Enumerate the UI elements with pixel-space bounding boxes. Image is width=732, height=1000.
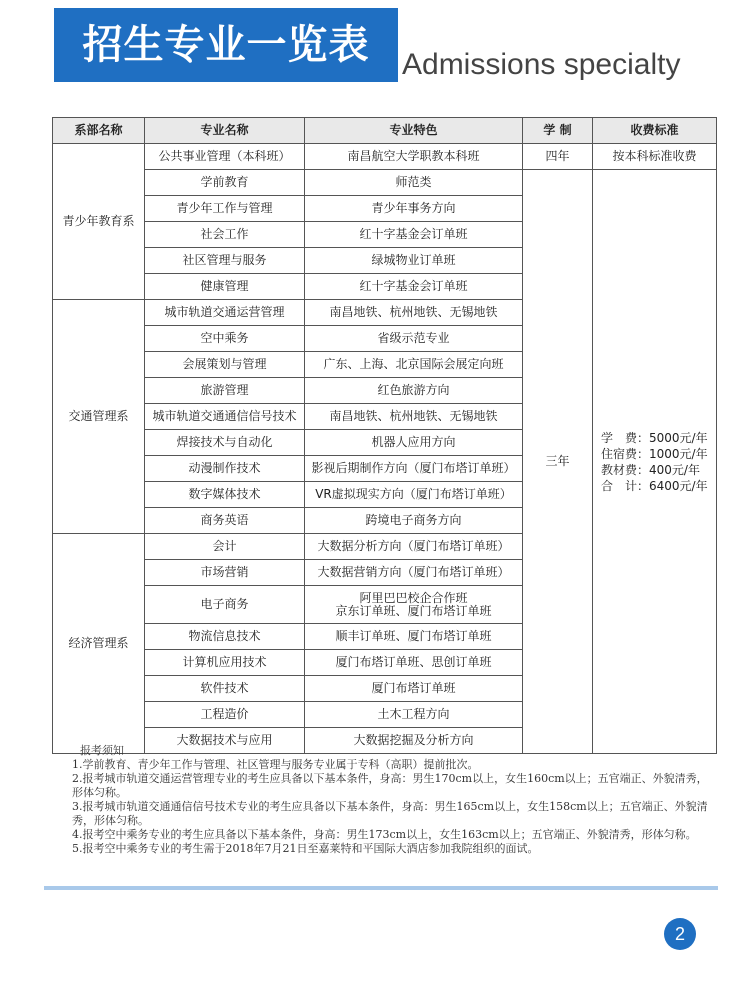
feature-cell: 省级示范专业 [305,326,523,352]
feature-cell: 红色旅游方向 [305,378,523,404]
major-cell: 数字媒体技术 [145,482,305,508]
duration-cell: 三年 [523,170,593,754]
feature-cell: 大数据营销方向（厦门布塔订单班） [305,560,523,586]
table-row [53,170,717,196]
notes-title: 报考须知 [80,744,124,757]
major-cell: 学前教育 [145,170,305,196]
major-cell: 大数据技术与应用 [145,728,305,754]
note-item: 2.报考城市轨道交通运营管理专业的考生应具备以下基本条件，身高：男生170cm以上，女生160cm以上；五官端正、外貌清秀，形体匀称。 [72,772,708,799]
fee-line: 学 费：5000元/年 [601,430,708,445]
feature-cell: 影视后期制作方向（厦门布塔订单班） [305,456,523,482]
note-item: 5.报考空中乘务专业的考生需于2018年7月21日至嘉莱特和平国际大酒店参加我院组织的面试。 [72,842,539,855]
note-item: 3.报考城市轨道交通通信信号技术专业的考生应具备以下基本条件，身高：男生165cm以上，女生158cm以上；五官端正、外貌清秀，形体匀称。 [72,800,708,827]
feature-cell: 南昌航空大学职教本科班 [305,144,523,170]
page-title: 招生专业一览表 [82,22,370,68]
note-item: 1.学前教育、青少年工作与管理、社区管理与服务专业属于专科（高职）提前批次。 [72,758,479,771]
major-cell: 城市轨道交通运营管理 [145,300,305,326]
feature-cell: 跨境电子商务方向 [305,508,523,534]
major-cell: 城市轨道交通通信信号技术 [145,404,305,430]
fee-line: 教材费：400元/年 [601,462,700,477]
feature-line: 阿里巴巴校企合作班 [359,590,468,605]
page-number: 2 [664,918,696,950]
feature-line: 京东订单班、厦门布塔订单班 [335,603,492,618]
fee-cell: 按本科标准收费 [593,144,717,170]
feature-cell: 大数据挖掘及分析方向 [305,728,523,754]
major-cell: 空中乘务 [145,326,305,352]
major-cell: 旅游管理 [145,378,305,404]
feature-cell: 厦门布塔订单班 [305,676,523,702]
major-cell: 软件技术 [145,676,305,702]
feature-cell: 南昌地铁、杭州地铁、无锡地铁 [305,300,523,326]
feature-cell: VR虚拟现实方向（厦门布塔订单班） [305,482,523,508]
feature-cell: 绿城物业订单班 [305,248,523,274]
fee-line: 住宿费：1000元/年 [601,446,708,461]
major-cell: 会计 [145,534,305,560]
major-cell: 商务英语 [145,508,305,534]
feature-cell: 机器人应用方向 [305,430,523,456]
major-cell: 社区管理与服务 [145,248,305,274]
admissions-table [52,117,717,754]
fee-line: 合 计：6400元/年 [601,478,708,493]
table-header-row [53,118,717,144]
department-cell: 交通管理系 [53,300,145,534]
header-fee: 收费标准 [593,118,717,144]
footer-divider [44,886,718,890]
feature-cell [305,586,523,624]
major-cell: 会展策划与管理 [145,352,305,378]
major-cell: 计算机应用技术 [145,650,305,676]
table-row [53,144,717,170]
feature-cell: 顺丰订单班、厦门布塔订单班 [305,624,523,650]
department-cell: 经济管理系 [53,534,145,754]
feature-cell: 土木工程方向 [305,702,523,728]
feature-cell: 红十字基金会订单班 [305,274,523,300]
fee-standard-cell [593,170,717,754]
header-feature: 专业特色 [305,118,523,144]
page-title-banner [54,8,398,82]
major-cell: 青少年工作与管理 [145,196,305,222]
major-cell: 物流信息技术 [145,624,305,650]
major-cell: 电子商务 [145,586,305,624]
major-cell: 社会工作 [145,222,305,248]
application-notes [72,744,712,856]
major-cell: 焊接技术与自动化 [145,430,305,456]
major-cell: 健康管理 [145,274,305,300]
note-item: 4.报考空中乘务专业的考生应具备以下基本条件，身高：男生173cm以上，女生163cm以上；五官端正、外貌清秀，形体匀称。 [72,828,697,841]
major-cell: 市场营销 [145,560,305,586]
feature-cell: 广东、上海、北京国际会展定向班 [305,352,523,378]
header-duration: 学 制 [523,118,593,144]
feature-cell: 厦门布塔订单班、思创订单班 [305,650,523,676]
department-cell: 青少年教育系 [53,144,145,300]
major-cell: 公共事业管理（本科班） [145,144,305,170]
page-subtitle: Admissions specialty [402,48,681,81]
feature-cell: 青少年事务方向 [305,196,523,222]
major-cell: 动漫制作技术 [145,456,305,482]
header-major: 专业名称 [145,118,305,144]
feature-cell: 南昌地铁、杭州地铁、无锡地铁 [305,404,523,430]
header-department: 系部名称 [53,118,145,144]
major-cell: 工程造价 [145,702,305,728]
feature-cell: 红十字基金会订单班 [305,222,523,248]
duration-cell: 四年 [523,144,593,170]
feature-cell: 师范类 [305,170,523,196]
feature-cell: 大数据分析方向（厦门布塔订单班） [305,534,523,560]
